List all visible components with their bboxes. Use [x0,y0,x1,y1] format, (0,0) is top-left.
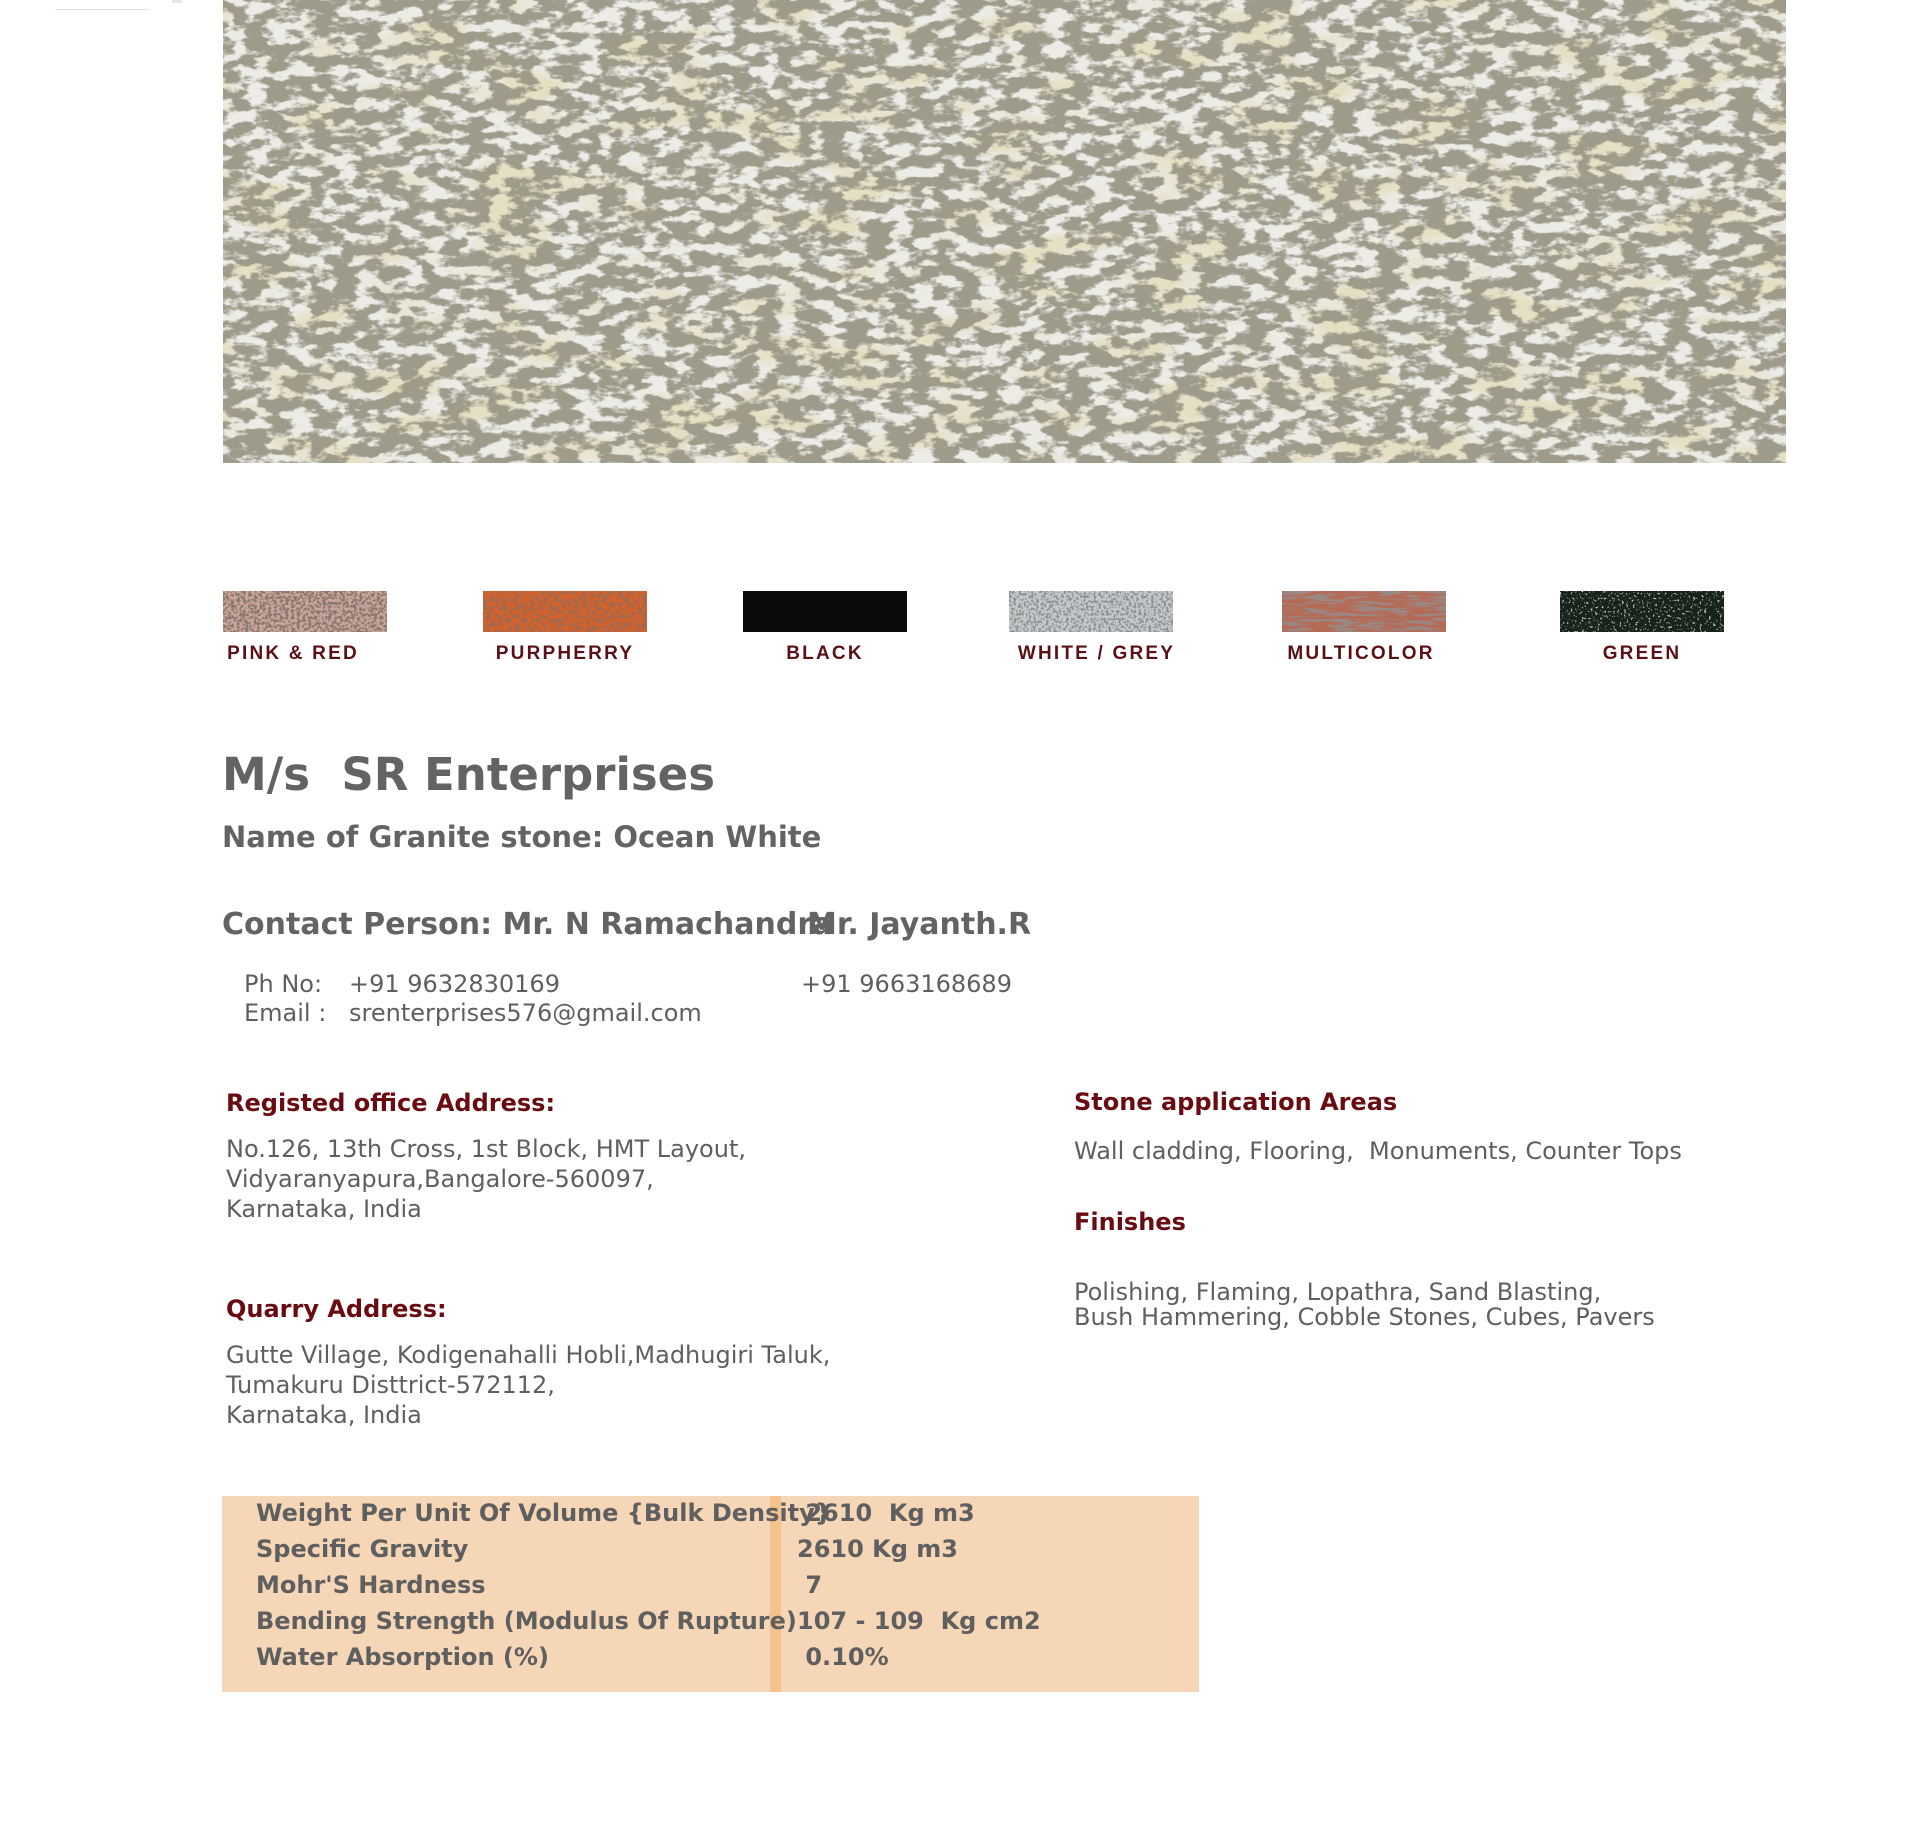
top-left-fragment [55,0,150,10]
applications-text: Wall cladding, Flooring, Monuments, Counter Tops [1074,1137,1682,1165]
phone-secondary[interactable]: +91 9663168689 [801,970,1012,998]
address-line: Vidyaranyapura,Bangalore-560097, [226,1165,654,1193]
property-value: 107 - 109 Kg cm2 [797,1607,1041,1635]
phone-primary[interactable]: +91 9632830169 [349,970,560,998]
phone-label: Ph No: [244,970,323,998]
address-line: Gutte Village, Kodigenahalli Hobli,Madhugiri Taluk, [226,1341,831,1369]
property-name: Specific Gravity [256,1535,469,1563]
swatch-black[interactable] [743,591,907,632]
email-link[interactable]: srenterprises576@gmail.com [349,999,702,1027]
swatch-texture [1282,591,1446,632]
contact-person-primary: Contact Person: Mr. N Ramachandra [222,907,833,942]
finishes-line: Polishing, Flaming, Lopathra, Sand Blasting, [1074,1278,1602,1306]
property-value: 7 [797,1571,823,1599]
category-label-pink-red[interactable]: PINK & RED [227,643,359,664]
swatch-pink-red[interactable] [223,591,387,632]
granite-stone-name: Name of Granite stone: Ocean White [222,820,822,854]
address-line: No.126, 13th Cross, 1st Block, HMT Layout, [226,1135,746,1163]
property-name: Water Absorption (%) [256,1643,549,1671]
swatch-purpherry[interactable] [483,591,647,632]
category-label-white-grey[interactable]: WHITE / GREY [1017,643,1176,664]
registered-office-address [226,1134,746,1224]
address-line: Karnataka, India [226,1401,422,1429]
category-label-multicolor[interactable]: MULTICOLOR [1287,643,1435,664]
swatch-multicolor[interactable] [1282,591,1446,632]
swatch-texture [223,591,387,632]
swatch-texture [1560,591,1724,632]
swatch-white-grey[interactable] [1009,591,1173,632]
category-label-purpherry[interactable]: PURPHERRY [495,643,635,664]
properties-table [222,1496,1199,1692]
swatch-green[interactable] [1560,591,1724,632]
hero-granite-image [223,0,1786,463]
company-name: M/s SR Enterprises [222,748,715,801]
swatch-texture [1009,591,1173,632]
granite-texture [223,0,1786,463]
swatch-texture [743,591,907,632]
finishes-line: Bush Hammering, Cobble Stones, Cubes, Pavers [1074,1303,1655,1331]
quarry-heading: Quarry Address: [226,1295,447,1323]
category-label-black[interactable]: BLACK [786,643,864,664]
top-left-fragment-2 [172,0,182,3]
finishes-heading: Finishes [1074,1208,1186,1236]
property-value: 0.10% [797,1643,889,1671]
contact-person-secondary: Mr. Jayanth.R [807,907,1032,942]
email-label: Email : [244,999,327,1027]
finishes-text [1074,1280,1655,1330]
applications-heading: Stone application Areas [1074,1088,1398,1116]
property-value: 2610 Kg m3 [797,1535,958,1563]
quarry-address [226,1340,830,1430]
category-label-green[interactable]: GREEN [1602,643,1682,664]
swatch-texture [483,591,647,632]
address-line: Karnataka, India [226,1195,422,1223]
property-value: 2610 Kg m3 [797,1499,975,1527]
address-line: Tumakuru Disttrict-572112, [226,1371,555,1399]
registered-office-heading: Registed office Address: [226,1089,556,1117]
property-name: Bending Strength (Modulus Of Rupture) [256,1607,797,1635]
property-name: Mohr'S Hardness [256,1571,486,1599]
property-name: Weight Per Unit Of Volume {Bulk Density} [256,1499,832,1527]
